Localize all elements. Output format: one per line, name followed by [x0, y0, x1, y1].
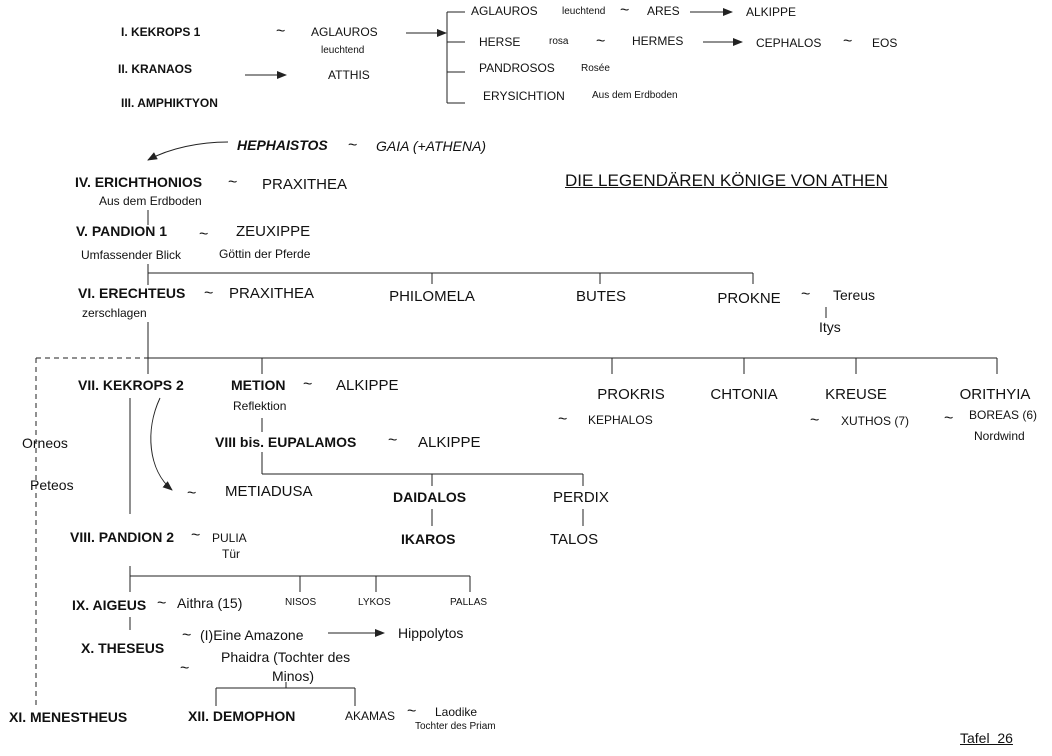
king-eupalamos: VIII bis. EUPALAMOS — [215, 434, 357, 450]
king-pandion-1: V. PANDION 1 — [76, 223, 168, 239]
person-ares: ARES — [647, 4, 680, 18]
marriage-symbol: ~ — [157, 595, 167, 612]
marriage-symbol: ~ — [620, 2, 630, 19]
person-hippolytos: Hippolytos — [398, 625, 464, 641]
marriage-symbol: ~ — [199, 226, 209, 243]
marriage-symbol: ~ — [801, 286, 811, 303]
person-nisos: NISOS — [285, 597, 317, 608]
plate-label: Tafel 26 — [960, 730, 1013, 746]
person-alkippe: ALKIPPE — [746, 5, 797, 19]
person-aglauros-daughter: AGLAUROS — [471, 4, 538, 18]
person-atthis: ATTHIS — [328, 68, 370, 82]
person-peteos: Peteos — [30, 477, 74, 493]
person-eos: EOS — [872, 36, 898, 50]
person-tereus: Tereus — [833, 287, 876, 303]
marriage-symbol: ~ — [944, 410, 954, 427]
marriage-symbol: ~ — [204, 285, 214, 302]
king-amphiktyon: III. AMPHIKTYON — [121, 96, 218, 110]
meaning-reflektion: Reflektion — [233, 399, 287, 413]
marriage-symbol: ~ — [191, 527, 201, 544]
meaning-rosa: rosa — [549, 36, 569, 47]
person-alkippe-3: ALKIPPE — [418, 434, 481, 451]
person-prokris: PROKRIS — [597, 386, 665, 403]
person-daidalos: DAIDALOS — [393, 489, 467, 505]
person-praxithea: PRAXITHEA — [262, 176, 348, 193]
person-akamas: AKAMAS — [345, 709, 396, 723]
person-philomela: PHILOMELA — [389, 288, 475, 305]
person-hermes: HERMES — [632, 34, 684, 48]
person-itys: Itys — [819, 319, 841, 335]
person-erysichtion: ERYSICHTION — [483, 89, 565, 103]
person-perdix: PERDIX — [553, 489, 609, 506]
marriage-symbol: ~ — [596, 33, 606, 50]
meaning-aus-dem-erdboden: Aus dem Erdboden — [592, 90, 678, 101]
king-kranaos: II. KRANAOS — [118, 62, 193, 76]
person-cephalos: CEPHALOS — [756, 36, 822, 50]
person-metiadusa: METIADUSA — [225, 483, 313, 500]
marriage-symbol: ~ — [180, 660, 190, 677]
marriage-symbol: ~ — [348, 137, 358, 154]
person-pulia: PULIA — [212, 531, 247, 545]
person-talos: TALOS — [550, 531, 599, 548]
arrow-hephaistos-erichthonios — [148, 142, 228, 160]
meaning-aus-dem-erdboden: Aus dem Erdboden — [99, 194, 202, 208]
meaning-leuchtend: leuchtend — [562, 6, 606, 17]
king-menestheus: XI. MENESTHEUS — [9, 709, 128, 725]
person-pallas: PALLAS — [450, 597, 488, 608]
person-kephalos: KEPHALOS — [588, 413, 653, 427]
person-hephaistos: HEPHAISTOS — [237, 137, 328, 153]
marriage-symbol: ~ — [182, 627, 192, 644]
marriage-symbol: ~ — [276, 23, 286, 40]
marriage-symbol: ~ — [843, 33, 853, 50]
marriage-symbol: ~ — [558, 411, 568, 428]
person-phaidra: Phaidra (Tochter des — [221, 649, 351, 665]
meaning-leuchtend: leuchtend — [321, 45, 365, 56]
person-kreuse: KREUSE — [825, 386, 887, 403]
king-erechteus: VI. ERECHTEUS — [78, 285, 186, 301]
marriage-symbol: ~ — [228, 174, 238, 191]
person-xuthos: XUTHOS (7) — [841, 414, 910, 428]
person-praxithea-2: PRAXITHEA — [229, 285, 315, 302]
person-orithyia: ORITHYIA — [959, 386, 1031, 403]
person-aglauros: AGLAUROS — [311, 25, 378, 39]
person-prokne: PROKNE — [717, 290, 781, 307]
person-herse: HERSE — [479, 35, 521, 49]
person-alkippe-2: ALKIPPE — [336, 377, 399, 394]
person-metion: METION — [231, 377, 286, 393]
meaning-goettin-der-pferde: Göttin der Pferde — [219, 247, 311, 261]
king-erichthonios: IV. ERICHTHONIOS — [75, 174, 203, 190]
person-amazone: (I)Eine Amazone — [200, 627, 304, 643]
person-ikaros: IKAROS — [401, 531, 456, 547]
king-kekrops-2: VII. KEKROPS 2 — [78, 377, 184, 393]
person-orneos: Orneos — [22, 435, 68, 451]
king-kekrops-1: I. KEKROPS 1 — [121, 25, 201, 39]
person-phaidra-cont: Minos) — [272, 668, 315, 684]
person-aithra: Aithra (15) — [177, 595, 243, 611]
person-boreas: BOREAS (6) — [969, 408, 1038, 422]
marriage-symbol: ~ — [303, 376, 313, 393]
king-pandion-2: VIII. PANDION 2 — [70, 529, 174, 545]
marriage-symbol: ~ — [388, 432, 398, 449]
king-demophon: XII. DEMOPHON — [188, 708, 296, 724]
person-gaia: GAIA (+ATHENA) — [376, 138, 487, 154]
marriage-symbol: ~ — [407, 703, 417, 720]
person-zeuxippe: ZEUXIPPE — [236, 223, 311, 240]
meaning-zerschlagen: zerschlagen — [82, 306, 147, 320]
meaning-nordwind: Nordwind — [974, 429, 1025, 443]
meaning-rosee: Rosée — [581, 63, 610, 74]
person-chtonia: CHTONIA — [710, 386, 778, 403]
arrow-kekrops2-metiadusa — [151, 398, 172, 490]
meaning-umfassender-blick: Umfassender Blick — [81, 248, 182, 262]
meaning-tuer: Tür — [222, 547, 240, 561]
king-aigeus: IX. AIGEUS — [72, 597, 147, 613]
person-laodike: Laodike — [435, 705, 478, 719]
person-lykos: LYKOS — [358, 597, 391, 608]
marriage-symbol: ~ — [187, 485, 197, 502]
marriage-symbol: ~ — [810, 412, 820, 429]
king-theseus: X. THESEUS — [81, 640, 165, 656]
person-pandrosos: PANDROSOS — [479, 61, 555, 75]
page-title: DIE LEGENDÄREN KÖNIGE VON ATHEN — [565, 171, 888, 190]
meaning-tochter-des-priam: Tochter des Priam — [415, 721, 496, 732]
person-butes: BUTES — [575, 288, 627, 305]
